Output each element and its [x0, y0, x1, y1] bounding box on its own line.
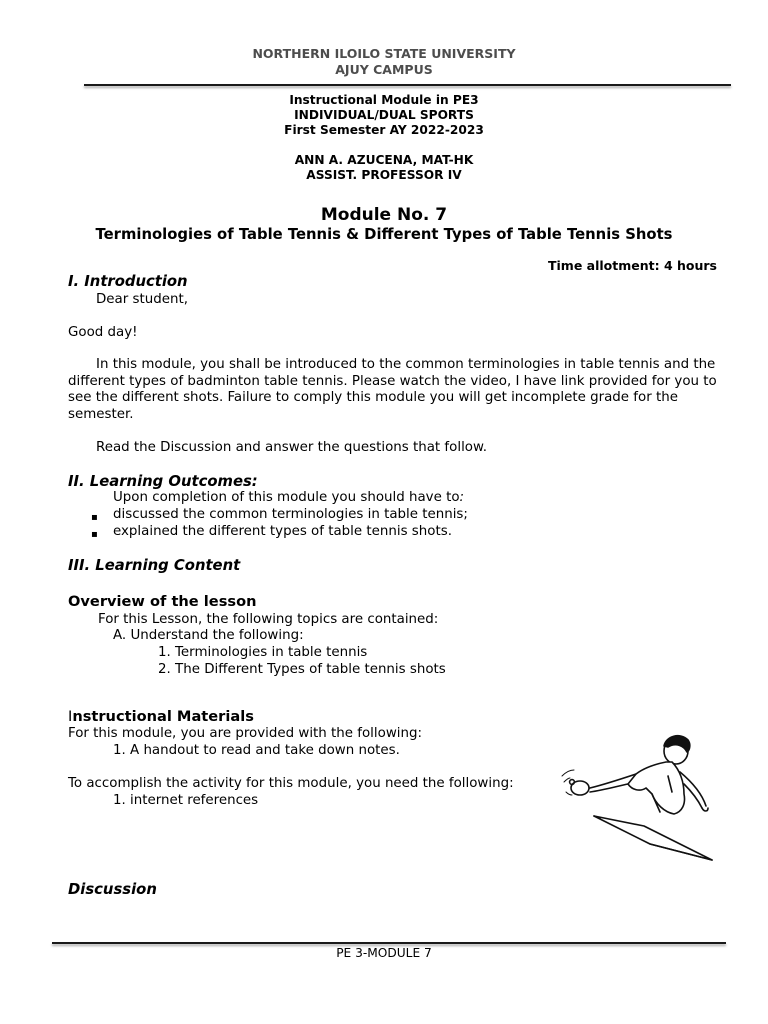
- topic-item: 1. Terminologies in table tennis: [158, 645, 368, 660]
- campus-name: AJUY CAMPUS: [335, 62, 433, 77]
- instruction-text: Read the Discussion and answer the questions that follow.: [96, 440, 487, 455]
- introduction-paragraph: In this module, you shall be introduced to the common terminologies in table tennis and the different types of badminton table tennis. Please watch the video, I have link provided for you to see the different shots. Failure to comply this module you will get incomplete grade for the semester.: [68, 357, 717, 422]
- materials-heading-initial: I: [68, 708, 73, 725]
- materials-heading: [68, 708, 254, 725]
- course-name: INDIVIDUAL/DUAL SPORTS: [294, 108, 474, 122]
- greeting: Good day!: [68, 325, 138, 340]
- activity-item: 1. internet references: [113, 793, 259, 808]
- content-heading: III. Learning Content: [68, 557, 241, 574]
- overview-lead: For this Lesson, the following topics are contained:: [98, 612, 439, 627]
- semester: First Semester AY 2022-2023: [284, 123, 484, 137]
- table-tennis-player-icon: [560, 732, 720, 864]
- outcomes-lead-colon: :: [459, 490, 465, 505]
- time-allotment: Time allotment: 4 hours: [547, 258, 717, 273]
- bullet-icon: ▪: [91, 512, 98, 523]
- discussion-heading: Discussion: [68, 881, 157, 898]
- activity-lead: To accomplish the activity for this module, you need the following:: [68, 776, 514, 791]
- module-for: Instructional Module in PE3: [289, 93, 479, 107]
- outcome-item: discussed the common terminologies in table tennis;: [113, 507, 468, 522]
- outcomes-heading: II. Learning Outcomes:: [68, 473, 258, 490]
- materials-lead: For this module, you are provided with the following:: [68, 726, 422, 741]
- author-position: ASSIST. PROFESSOR IV: [306, 168, 462, 182]
- module-title: Module No. 7: [320, 205, 448, 225]
- module-subtitle: Terminologies of Table Tennis & Different Types of Table Tennis Shots: [95, 226, 673, 243]
- university-name: NORTHERN ILOILO STATE UNIVERSITY: [252, 46, 516, 61]
- bullet-icon: ▪: [91, 529, 98, 540]
- overview-heading: Overview of the lesson: [68, 593, 257, 610]
- outcomes-lead-text: Upon completion of this module you should have to: [113, 490, 460, 505]
- author-name: ANN A. AZUCENA, MAT-HK: [294, 153, 474, 167]
- materials-item: 1. A handout to read and take down notes.: [113, 743, 400, 758]
- footer-text: PE 3-MODULE 7: [336, 946, 432, 960]
- header-rule: [84, 84, 731, 86]
- topic-item: 2. The Different Types of table tennis shots: [158, 662, 446, 677]
- introduction-heading: I. Introduction: [68, 273, 188, 290]
- topic-a: A. Understand the following:: [113, 628, 304, 643]
- footer-rule: [52, 942, 726, 944]
- outcome-item: explained the different types of table tennis shots.: [113, 524, 452, 539]
- salutation: Dear student,: [96, 292, 188, 307]
- outcomes-lead: [113, 490, 464, 507]
- materials-heading-rest: nstructional Materials: [72, 708, 254, 725]
